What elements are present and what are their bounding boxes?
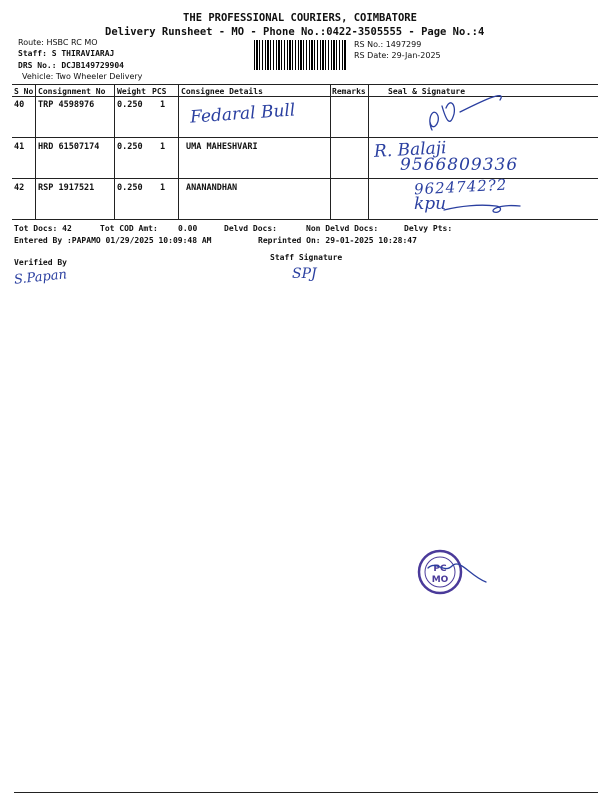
stamp-text-top: PC: [433, 564, 447, 574]
signature-scribble: [420, 92, 520, 136]
row-weight: 0.250: [117, 183, 143, 193]
row-consignment: RSP 1917521: [38, 183, 95, 193]
row-pcs: 1: [160, 183, 166, 193]
total-cod-label: Tot COD Amt:: [100, 224, 158, 233]
company-title: THE PROFESSIONAL COURIERS, COIMBATORE: [183, 12, 417, 24]
table-bottom-line: [12, 219, 598, 220]
stamp-text-bottom: MO: [431, 575, 449, 585]
entered-by: Entered By :PAPAMO 01/29/2025 10:09:48 AM: [14, 236, 212, 245]
row-pcs: 1: [160, 100, 166, 110]
row-consignee: UMA MAHESHVARI: [186, 142, 258, 152]
handwritten-signature: kpu: [414, 194, 447, 214]
total-docs: Tot Docs: 42: [14, 224, 72, 233]
courier-stamp: [416, 546, 496, 606]
col-header-seal: Seal & Signature: [388, 87, 466, 96]
route: Route: HSBC RC MO: [18, 38, 98, 47]
col-divider: [114, 84, 115, 219]
col-header-consignment: Consignment No: [38, 87, 106, 96]
col-divider: [35, 84, 36, 219]
drs-number: DRS No.: DCJB149729904: [18, 61, 124, 70]
col-header-consignee: Consignee Details: [181, 87, 263, 96]
vehicle: Vehicle: Two Wheeler Delivery: [22, 72, 143, 81]
rs-number: RS No.: 1497299: [354, 40, 422, 49]
col-divider: [178, 84, 179, 219]
total-cod-value: 0.00: [178, 224, 198, 233]
table-top-line: [12, 84, 598, 85]
delivery-points: Delvy Pts:: [404, 224, 453, 233]
rs-date: RS Date: 29-Jan-2025: [354, 51, 441, 60]
page-bottom-line: [14, 792, 598, 793]
barcode: [254, 40, 346, 70]
verified-by-label: Verified By: [14, 258, 67, 267]
col-divider: [330, 84, 331, 219]
handwritten-consignee: Fedaral Bull: [189, 100, 296, 128]
row-sno: 40: [14, 100, 25, 110]
col-header-remarks: Remarks: [332, 87, 366, 96]
col-header-weight: Weight: [117, 87, 146, 96]
handwritten-signature: R. Balaji: [373, 138, 447, 162]
row-sno: 41: [14, 142, 25, 152]
row-weight: 0.250: [117, 142, 143, 152]
staff-signature-label: Staff Signature: [270, 253, 343, 262]
non-delivered-docs: Non Delvd Docs:: [306, 224, 379, 233]
reprinted-on: Reprinted On: 29-01-2025 10:28:47: [258, 236, 417, 245]
row-divider: [12, 178, 598, 179]
row-divider: [12, 137, 598, 138]
row-consignee: ANANANDHAN: [186, 183, 238, 193]
verified-signature: S.Papan: [13, 267, 68, 288]
row-consignment: HRD 61507174: [38, 142, 100, 152]
staff-name: Staff: S THIRAVIARAJ: [18, 49, 115, 58]
delivered-docs: Delvd Docs:: [224, 224, 277, 233]
row-weight: 0.250: [117, 100, 143, 110]
col-header-sno: S No: [14, 87, 34, 96]
handwritten-phone: 9566809336: [400, 155, 519, 175]
col-header-pcs: PCS: [152, 87, 167, 96]
row-pcs: 1: [160, 142, 166, 152]
handwritten-phone: 9624742?2: [413, 175, 508, 199]
signature-flourish: [440, 196, 530, 218]
col-divider: [368, 84, 369, 219]
row-sno: 42: [14, 183, 25, 193]
row-consignment: TRP 4598976: [38, 100, 95, 110]
runsheet-title: Delivery Runsheet - MO - Phone No.:0422-3505555 - Page No.:4: [105, 26, 485, 38]
staff-signature: SPJ: [292, 266, 317, 282]
